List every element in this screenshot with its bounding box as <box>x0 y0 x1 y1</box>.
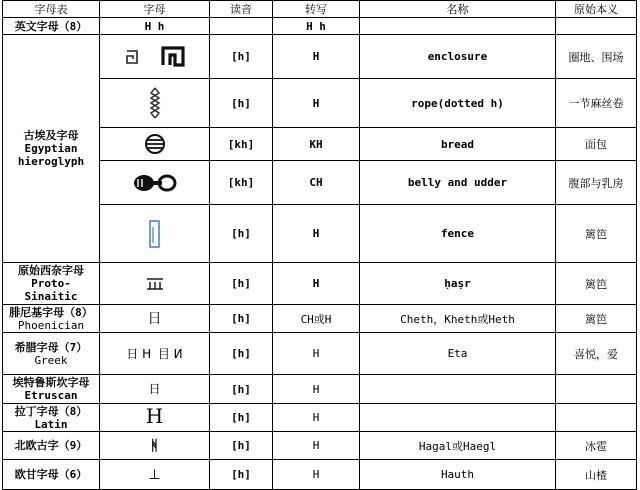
meaning-cell: 喜悦，爱 <box>556 333 637 375</box>
sound-cell: [h] <box>210 460 273 490</box>
sound-cell: [h] <box>210 404 273 432</box>
sound-cell: [h] <box>210 263 273 305</box>
header-sound: 读音 <box>210 1 273 18</box>
sound-cell: [h] <box>210 375 273 404</box>
greek-label: 希腊字母（7） Greek <box>3 333 100 375</box>
ogham-row <box>3 460 637 490</box>
fence-glyph-icon <box>100 205 210 263</box>
alphabet-table <box>2 0 637 490</box>
name-cell: belly and udder <box>360 161 556 205</box>
latin-row <box>3 404 637 432</box>
translit-cell: H <box>273 79 360 128</box>
meaning-cell: 冰雹 <box>556 432 637 460</box>
nordic-row <box>3 432 637 460</box>
english-row <box>3 18 637 35</box>
translit-cell: CH或H <box>273 305 360 333</box>
header-name: 名称 <box>360 1 556 18</box>
sound-cell: [h] <box>210 333 273 375</box>
sound-cell: [h] <box>210 205 273 263</box>
header-translit: 转写 <box>273 1 360 18</box>
english-letter: H h <box>100 18 210 35</box>
latin-label: 拉丁字母（8） Latin <box>3 404 100 432</box>
meaning-cell: 面包 <box>556 128 637 161</box>
name-cell: Hagal或Haegl <box>360 432 556 460</box>
name-cell: enclosure <box>360 35 556 79</box>
nordic-label: 北欧古字（9） <box>3 432 100 460</box>
translit-cell: H <box>273 432 360 460</box>
egyptian-label: 古埃及字母 Egyptian hieroglyph <box>3 35 100 263</box>
sound-cell: [h] <box>210 305 273 333</box>
sound-cell: [h] <box>210 35 273 79</box>
enclosure-glyph-icon <box>100 35 210 79</box>
name-cell: Eta <box>360 333 556 375</box>
name-cell <box>360 404 556 432</box>
greek-glyph: 日 H 目 И <box>100 333 210 375</box>
translit-cell: H <box>273 460 360 490</box>
proto-sinaitic-label: 原始西奈字母 Proto- Sinaitic <box>3 263 100 305</box>
name-cell <box>360 375 556 404</box>
nordic-glyph: ᚻ <box>100 432 210 460</box>
phoenician-label: 腓尼基字母（8） Phoenician <box>3 305 100 333</box>
rope-glyph-icon <box>100 79 210 128</box>
belly-glyph-icon <box>100 161 210 205</box>
header-letter: 字母 <box>100 1 210 18</box>
translit-cell: H <box>273 375 360 404</box>
meaning-cell <box>556 404 637 432</box>
header-row <box>3 1 637 18</box>
name-cell: Cheth，Kheth或Heth <box>360 305 556 333</box>
meaning-cell: 篱笆 <box>556 205 637 263</box>
name-cell: fence <box>360 205 556 263</box>
header-table: 字母表 <box>3 1 100 18</box>
name-cell: ḥaṣr <box>360 263 556 305</box>
etruscan-label: 埃特鲁斯坎字母 Etruscan <box>3 375 100 404</box>
meaning-cell: 篱笆 <box>556 263 637 305</box>
latin-glyph: H <box>100 404 210 432</box>
english-label: 英文字母（8） <box>3 18 100 35</box>
greek-row <box>3 333 637 375</box>
meaning-cell: 山楂 <box>556 460 637 490</box>
phoenician-glyph: 日 <box>100 305 210 333</box>
translit-cell: H <box>273 404 360 432</box>
bread-glyph-icon <box>100 128 210 161</box>
phoenician-row <box>3 305 637 333</box>
etruscan-row <box>3 375 637 404</box>
sound-cell: [h] <box>210 432 273 460</box>
proto-sinaitic-glyph <box>100 263 210 305</box>
sound-cell: [kh] <box>210 128 273 161</box>
translit-cell: H <box>273 263 360 305</box>
header-meaning: 原始本义 <box>556 1 637 18</box>
translit-cell: H <box>273 35 360 79</box>
etruscan-glyph: 日 <box>100 375 210 404</box>
english-translit: H h <box>273 18 360 35</box>
name-cell: rope(dotted h) <box>360 79 556 128</box>
translit-cell: CH <box>273 161 360 205</box>
ogham-label: 欧甘字母（6） <box>3 460 100 490</box>
sound-cell: [h] <box>210 79 273 128</box>
meaning-cell: 一节麻丝卷 <box>556 79 637 128</box>
name-cell: bread <box>360 128 556 161</box>
meaning-cell: 腹部与乳房 <box>556 161 637 205</box>
translit-cell: KH <box>273 128 360 161</box>
meaning-cell: 圈地、围场 <box>556 35 637 79</box>
translit-cell: H <box>273 205 360 263</box>
egyptian-row <box>3 35 637 79</box>
ogham-glyph: ⊥ <box>100 460 210 490</box>
meaning-cell: 篱笆 <box>556 305 637 333</box>
proto-sinaitic-row <box>3 263 637 305</box>
meaning-cell <box>556 375 637 404</box>
translit-cell: H <box>273 333 360 375</box>
sound-cell: [kh] <box>210 161 273 205</box>
name-cell: Hauth <box>360 460 556 490</box>
